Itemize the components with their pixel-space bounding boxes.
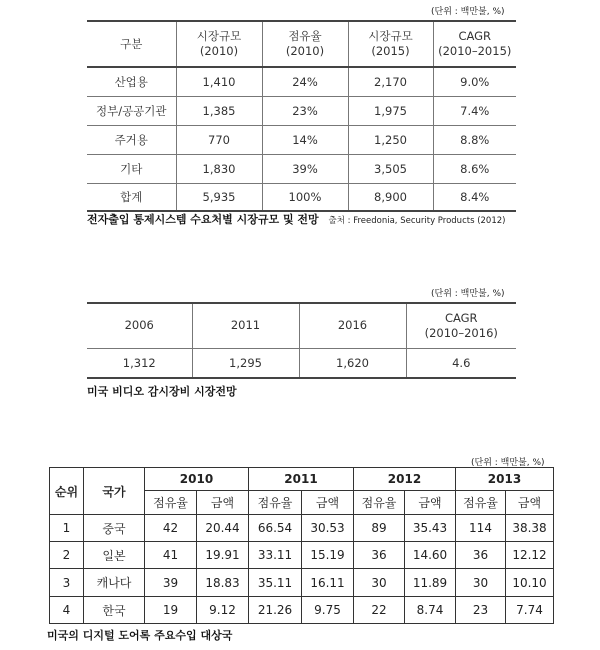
country: 일본 <box>84 542 145 569</box>
subheader-amount: 금액 <box>506 491 554 515</box>
row-label: 합계 <box>87 183 176 211</box>
cell: 14.60 <box>405 542 456 569</box>
table-row <box>87 96 516 125</box>
cell: 4.6 <box>406 348 516 378</box>
cell: 38.38 <box>506 515 554 542</box>
cell: 1,830 <box>176 154 262 183</box>
header-share-2010: 점유율 (2010) <box>262 21 348 67</box>
cell: 30 <box>456 569 506 597</box>
table-row <box>87 125 516 154</box>
cell: 8.6% <box>433 154 516 183</box>
subheader-share: 점유율 <box>145 491 197 515</box>
cell: 9.12 <box>197 597 249 624</box>
cell: 8,900 <box>348 183 433 211</box>
table1-unit: (단위 : 백만불, %) <box>431 7 505 17</box>
cell: 5,935 <box>176 183 262 211</box>
rank: 2 <box>50 542 84 569</box>
row-label: 산업용 <box>87 67 176 96</box>
cell: 24% <box>262 67 348 96</box>
rank: 4 <box>50 597 84 624</box>
row-label: 주거용 <box>87 125 176 154</box>
table-row <box>87 348 516 378</box>
cell: 1,250 <box>348 125 433 154</box>
cell: 22 <box>354 597 405 624</box>
header-year-2011: 2011 <box>249 468 354 491</box>
cell: 9.75 <box>302 597 354 624</box>
cell: 2,170 <box>348 67 433 96</box>
table-row <box>87 154 516 183</box>
video-surveillance-table <box>87 302 516 379</box>
subheader-share: 점유율 <box>354 491 405 515</box>
door-lock-import-table <box>49 467 554 624</box>
cell: 35.43 <box>405 515 456 542</box>
header-market-2015: 시장규모 (2015) <box>348 21 433 67</box>
cell: 66.54 <box>249 515 302 542</box>
table-header-row <box>87 21 516 67</box>
cell: 39% <box>262 154 348 183</box>
header-year-2012: 2012 <box>354 468 456 491</box>
cell: 39 <box>145 569 197 597</box>
header-category: 구분 <box>87 21 176 67</box>
country: 캐나다 <box>84 569 145 597</box>
table3-unit: (단위 : 백만불, %) <box>471 458 545 468</box>
cell: 1,312 <box>87 348 192 378</box>
cell: 42 <box>145 515 197 542</box>
market-size-table <box>87 20 516 212</box>
cell: 3,505 <box>348 154 433 183</box>
table3-caption: 미국의 디지털 도어록 주요수입 대상국 <box>47 629 233 642</box>
subheader-share: 점유율 <box>249 491 302 515</box>
cell: 36 <box>456 542 506 569</box>
table-row <box>50 515 554 542</box>
cell: 7.74 <box>506 597 554 624</box>
table2-caption: 미국 비디오 감시장비 시장전망 <box>87 385 237 398</box>
cell: 15.19 <box>302 542 354 569</box>
subheader-amount: 금액 <box>197 491 249 515</box>
table2-unit: (단위 : 백만불, %) <box>431 289 505 299</box>
row-label: 기타 <box>87 154 176 183</box>
cell: 21.26 <box>249 597 302 624</box>
cell: 100% <box>262 183 348 211</box>
rank: 1 <box>50 515 84 542</box>
header-2006: 2006 <box>87 303 192 348</box>
cell: 1,385 <box>176 96 262 125</box>
header-market-2010: 시장규모 (2010) <box>176 21 262 67</box>
header-year-2013: 2013 <box>456 468 554 491</box>
cell: 23 <box>456 597 506 624</box>
cell: 8.8% <box>433 125 516 154</box>
header-country: 국가 <box>84 468 145 515</box>
cell: 1,975 <box>348 96 433 125</box>
table1-caption: 전자출입 통제시스템 수요처별 시장규모 및 전망 출처 : Freedonia, Security Products (2012) <box>87 213 506 226</box>
table-row-total <box>87 183 516 211</box>
header-2016: 2016 <box>299 303 406 348</box>
cell: 1,410 <box>176 67 262 96</box>
cell: 114 <box>456 515 506 542</box>
cell: 20.44 <box>197 515 249 542</box>
subheader-amount: 금액 <box>302 491 354 515</box>
cell: 12.12 <box>506 542 554 569</box>
cell: 9.0% <box>433 67 516 96</box>
cell: 30 <box>354 569 405 597</box>
row-label: 정부/공공기관 <box>87 96 176 125</box>
header-year-2010: 2010 <box>145 468 249 491</box>
header-2011: 2011 <box>192 303 299 348</box>
header-rank: 순위 <box>50 468 84 515</box>
cell: 14% <box>262 125 348 154</box>
rank: 3 <box>50 569 84 597</box>
table-row <box>87 67 516 96</box>
cell: 23% <box>262 96 348 125</box>
subheader-share: 점유율 <box>456 491 506 515</box>
cell: 30.53 <box>302 515 354 542</box>
country: 한국 <box>84 597 145 624</box>
cell: 35.11 <box>249 569 302 597</box>
table-row <box>50 542 554 569</box>
cell: 41 <box>145 542 197 569</box>
cell: 33.11 <box>249 542 302 569</box>
cell: 7.4% <box>433 96 516 125</box>
table-row <box>50 597 554 624</box>
cell: 10.10 <box>506 569 554 597</box>
cell: 11.89 <box>405 569 456 597</box>
cell: 8.4% <box>433 183 516 211</box>
table-row <box>50 569 554 597</box>
header-cagr: CAGR (2010–2016) <box>406 303 516 348</box>
cell: 770 <box>176 125 262 154</box>
country: 중국 <box>84 515 145 542</box>
table-header-row <box>87 303 516 348</box>
subheader-amount: 금액 <box>405 491 456 515</box>
cell: 1,295 <box>192 348 299 378</box>
year-header-row <box>50 468 554 491</box>
table1-source: 출처 : Freedonia, Security Products (2012) <box>328 216 506 226</box>
cell: 8.74 <box>405 597 456 624</box>
cell: 16.11 <box>302 569 354 597</box>
cell: 19 <box>145 597 197 624</box>
cell: 1,620 <box>299 348 406 378</box>
cell: 89 <box>354 515 405 542</box>
cell: 18.83 <box>197 569 249 597</box>
cell: 19.91 <box>197 542 249 569</box>
header-cagr: CAGR (2010–2015) <box>433 21 516 67</box>
cell: 36 <box>354 542 405 569</box>
